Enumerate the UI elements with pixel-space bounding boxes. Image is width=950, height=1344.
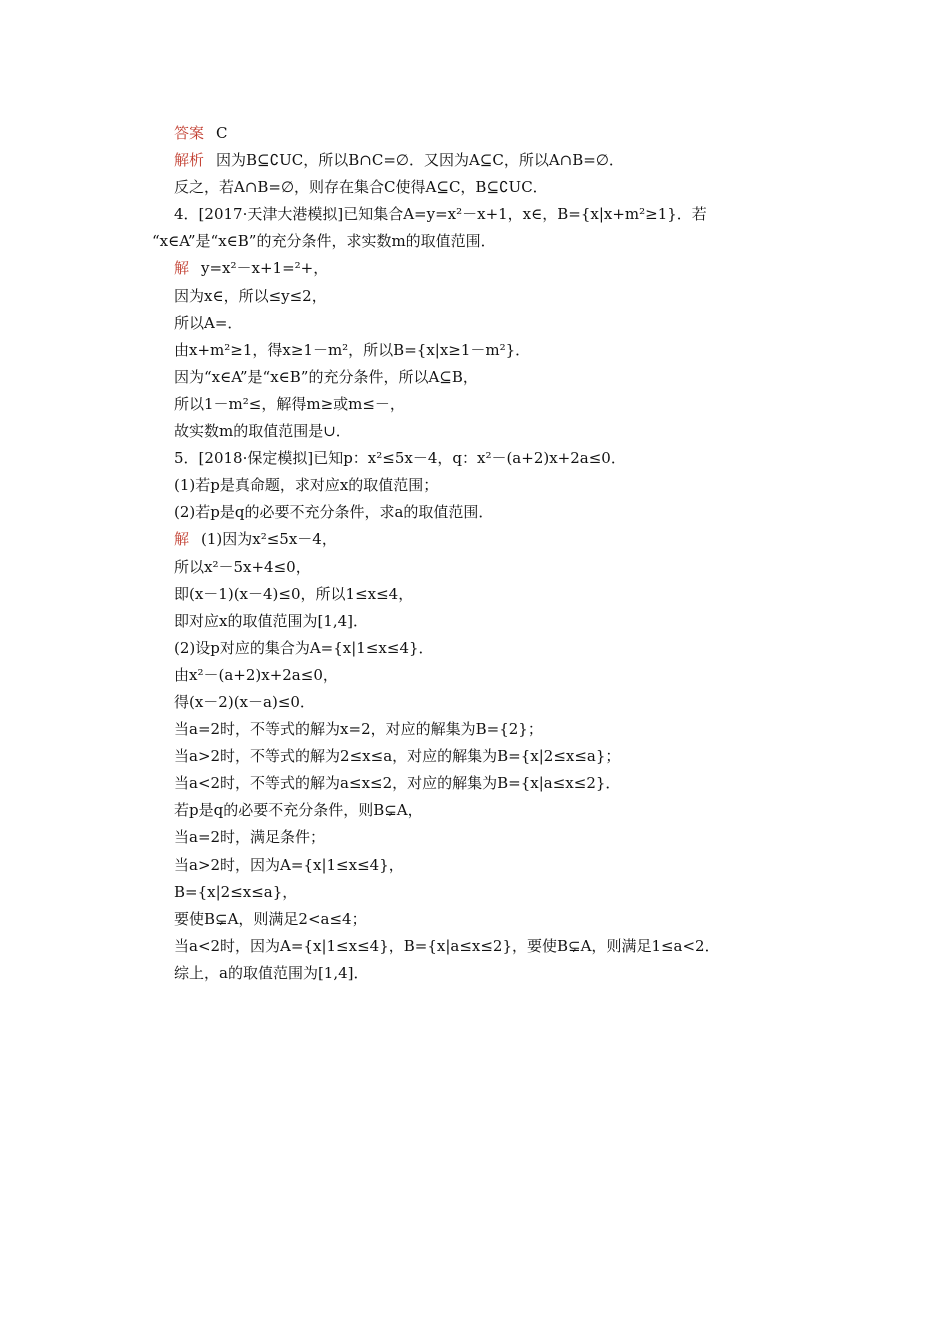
text-line-10	[152, 364, 822, 391]
text-line-9	[152, 337, 822, 364]
text-line-22	[152, 689, 822, 716]
text-line-2	[152, 147, 822, 174]
line-text: (1)若p是真命题，求对应x的取值范围；	[174, 476, 439, 495]
line-text: 反之，若A∩B=∅，则存在集合C使得A⊆C，B⊆∁UC．	[174, 178, 548, 197]
section-label: 解析	[174, 151, 205, 170]
text-line-25	[152, 770, 822, 797]
text-line-4	[152, 201, 822, 228]
text-line-16	[152, 526, 822, 553]
line-text: 当a<2时，不等式的解为a≤x≤2，对应的解集为B={x|a≤x≤2}．	[174, 774, 621, 793]
line-text: (2)若p是q的必要不充分条件，求a的取值范围．	[174, 503, 494, 522]
line-text: 即(x－1)(x－4)≤0，所以1≤x≤4，	[174, 584, 414, 603]
line-text: 所以A=．	[174, 313, 243, 332]
line-text: 得(x－2)(x－a)≤0．	[174, 692, 315, 711]
line-text: 当a<2时，因为A={x|1≤x≤4}，B={x|a≤x≤2}，要使B⊊A，则满足1≤a<2．	[174, 936, 720, 955]
line-text: 所以1－m²≤，解得m≥或m≤－，	[174, 394, 405, 413]
text-line-6	[152, 255, 822, 282]
text-line-24	[152, 743, 822, 770]
line-text: 即对应x的取值范围为[1,4]．	[174, 611, 369, 630]
line-text: 因为“x∈A”是“x∈B”的充分条件，所以A⊆B，	[174, 367, 478, 386]
text-line-29	[152, 879, 822, 906]
text-line-28	[152, 852, 822, 879]
line-text: y=x²－x+1=²+，	[201, 259, 329, 278]
text-line-3	[152, 174, 822, 201]
text-line-15	[152, 499, 822, 526]
text-line-14	[152, 472, 822, 499]
text-line-18	[152, 581, 822, 608]
text-line-8	[152, 310, 822, 337]
text-line-5	[152, 228, 822, 255]
line-text: B={x|2≤x≤a}，	[174, 882, 298, 901]
line-text: (2)设p对应的集合为A={x|1≤x≤4}．	[174, 638, 434, 657]
line-text: 故实数m的取值范围是∪．	[174, 422, 351, 441]
line-text: 因为x∈，所以≤y≤2，	[174, 286, 327, 305]
text-line-21	[152, 662, 822, 689]
text-line-12	[152, 418, 822, 445]
line-text: 若p是q的必要不充分条件，则B⊊A，	[174, 801, 423, 820]
section-label: 解	[174, 259, 190, 278]
text-line-7	[152, 283, 822, 310]
text-line-23	[152, 716, 822, 743]
text-line-32	[152, 960, 822, 987]
line-text: (1)因为x²≤5x－4，	[201, 530, 337, 549]
text-line-31	[152, 933, 822, 960]
text-line-1	[152, 120, 822, 147]
text-line-30	[152, 906, 822, 933]
line-text: 当a>2时，因为A={x|1≤x≤4}，	[174, 855, 404, 874]
text-line-27	[152, 824, 822, 851]
line-text: 综上，a的取值范围为[1,4]．	[174, 963, 369, 982]
line-text: 当a>2时，不等式的解为2≤x≤a，对应的解集为B={x|2≤x≤a}；	[174, 747, 621, 766]
line-text: 当a=2时，满足条件；	[174, 828, 326, 847]
line-text: 当a=2时，不等式的解为x=2，对应的解集为B={2}；	[174, 720, 543, 739]
line-text: 所以x²－5x+4≤0，	[174, 557, 311, 576]
text-line-17	[152, 554, 822, 581]
text-line-20	[152, 635, 822, 662]
section-label: 解	[174, 530, 190, 549]
line-text: C	[216, 124, 228, 142]
line-text: 由x+m²≥1，得x≥1－m²，所以B={x|x≥1－m²}．	[174, 340, 531, 359]
line-text: 4．[2017·天津大港模拟]已知集合A=y=x²－x+1，x∈，B={x|x+m²≥1}．若	[174, 205, 707, 224]
line-text: “x∈A”是“x∈B”的充分条件，求实数m的取值范围．	[152, 232, 496, 251]
text-line-19	[152, 608, 822, 635]
document-body	[152, 120, 822, 987]
text-line-11	[152, 391, 822, 418]
text-line-13	[152, 445, 822, 472]
line-text: 因为B⊆∁UC，所以B∩C=∅．又因为A⊆C，所以A∩B=∅．	[216, 151, 624, 170]
text-line-26	[152, 797, 822, 824]
line-text: 要使B⊊A，则满足2<a≤4；	[174, 909, 367, 928]
line-text: 5．[2018·保定模拟]已知p：x²≤5x－4，q：x²－(a+2)x+2a≤0．	[174, 449, 626, 468]
line-text: 由x²－(a+2)x+2a≤0，	[174, 665, 338, 684]
section-label: 答案	[174, 124, 205, 142]
